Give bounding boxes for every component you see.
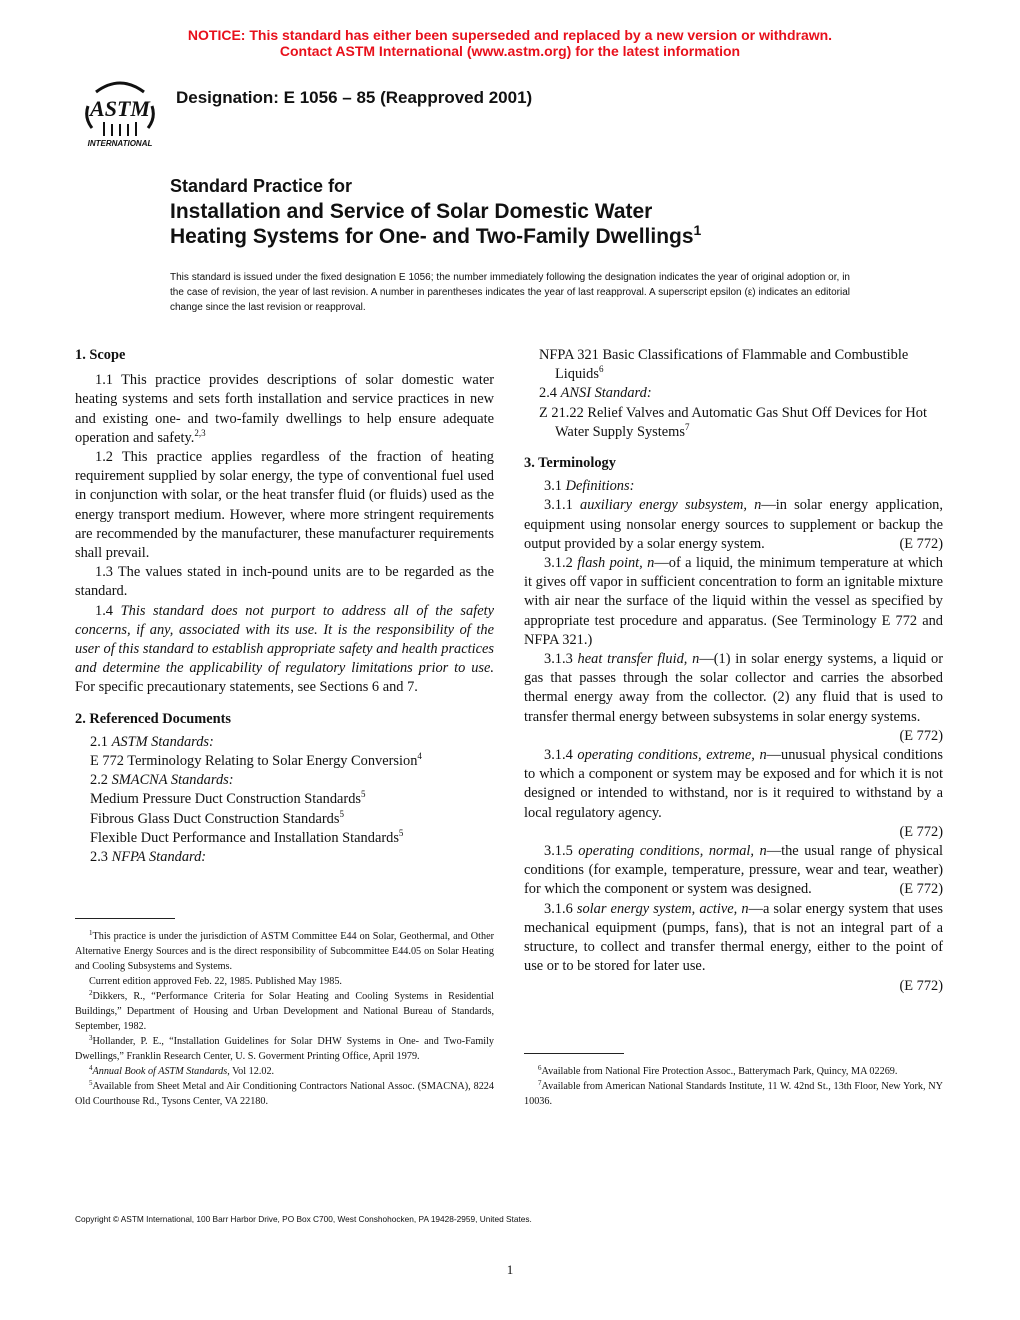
ref-flexible-text: Flexible Duct Performance and Installation Standards: [90, 829, 399, 846]
right-column: [524, 346, 943, 996]
def-3-1-3: [524, 650, 943, 744]
def-3-1-2-text: —of a liquid, the minimum temperature at which it gives off vapor in sufficient concentration to form an ignitable mixture with air near the surface of the liquid within the vessel as specified by appropriate test procedure and apparatus. (See Terminology E 772 and NFPA 321.): [524, 555, 943, 648]
logo-subtitle: INTERNATIONAL: [87, 139, 153, 148]
para-1-1-sup: 2,3: [194, 427, 206, 438]
ref-z2122: [524, 404, 943, 442]
def-3-1-5: [524, 842, 943, 900]
footnote-1b: Current edition approved Feb. 22, 1985. Published May 1985.: [89, 976, 342, 987]
title-line-3-text: Heating Systems for One- and Two-Family Dwellings: [170, 225, 694, 248]
def-3-1-6-num: 3.1.6: [544, 900, 573, 917]
def-3-1-4-term: operating conditions, extreme, n: [577, 747, 767, 764]
footnote-5-mark: 5: [89, 1079, 93, 1087]
ref-nfpa321-sup: 6: [598, 364, 604, 375]
para-1-1: [75, 371, 494, 448]
title-line-2: Installation and Service of Solar Domestic Water: [170, 200, 653, 223]
def-3-1: [524, 477, 943, 496]
astm-logo-icon: [78, 78, 162, 150]
footnotes-right: [524, 1064, 943, 1109]
def-3-1-4: [524, 746, 943, 823]
footnote-2: [75, 989, 494, 1034]
ref-flexible-sup: 5: [398, 827, 404, 838]
ref-flexible: [75, 829, 494, 848]
footnote-3-text: Hollander, P. E., “Installation Guidelines for Solar DHW Systems in One- and Two-Family Dwellings,” Franklin Research Center, U. S. Goverment Printing Office, April 1979.: [75, 1036, 494, 1062]
def-3-1-1-num: 3.1.1: [544, 497, 573, 514]
footnote-4-mark: 4: [89, 1064, 93, 1072]
ref-medium-text: Medium Pressure Duct Construction Standards: [90, 791, 361, 808]
ref-fibrous: [75, 810, 494, 829]
def-3-1-2: [524, 554, 943, 650]
page-number: 1: [506, 1262, 514, 1277]
ref-2-2: [75, 771, 494, 790]
ref-z2122-sup: 7: [684, 421, 690, 432]
title-footnote-mark: 1: [693, 222, 702, 238]
para-1-4: [75, 602, 494, 698]
footnote-4: [75, 1064, 494, 1079]
def-3-1-5-text: —the usual range of physical conditions (for example, temperature, pressure, wear and tear, weather) for which the component or system was designed.: [524, 843, 943, 898]
def-3-1-3-ref: (E 772): [899, 727, 943, 744]
def-3-1-num: 3.1: [544, 478, 562, 495]
ref-2-1-label: ASTM Standards:: [111, 733, 214, 750]
ref-2-4: [524, 384, 943, 403]
para-1-3: 1.3 The values stated in inch-pound units are to be regarded as the standard.: [75, 564, 494, 600]
copyright-line: Copyright © ASTM International, 100 Barr Harbor Drive, PO Box C700, West Conshohocken, PA 19428-2959, United States.: [75, 1214, 532, 1224]
footnote-6-text: Available from National Fire Protection Assoc., Batterymach Park, Quincy, MA 02269.: [541, 1066, 898, 1077]
notice-line-1: NOTICE: This standard has either been superseded and replaced by a new version or withdrawn.: [187, 27, 833, 43]
def-3-1-6: [524, 900, 943, 977]
ref-2-4-label: ANSI Standard:: [560, 385, 652, 402]
ref-nfpa321-text: NFPA 321 Basic Classifications of Flammable and Combustible Liquids: [539, 347, 909, 383]
ref-2-4-num: 2.4: [539, 385, 557, 402]
def-3-1-1-text: —in solar energy application, equipment using nonsolar energy sources to supplement or backup the output provided by a solar energy system.: [524, 497, 943, 552]
ref-medium: [75, 790, 494, 809]
para-1-4-num: 1.4: [95, 602, 113, 619]
def-3-1-3-num: 3.1.3: [544, 651, 573, 668]
section-2-heading: 2. Referenced Documents: [75, 710, 231, 727]
ref-2-3-num: 2.3: [90, 849, 108, 866]
def-3-1-6-term: solar energy system, active, n: [576, 900, 749, 917]
def-3-1-4-num: 3.1.4: [544, 747, 573, 764]
def-3-1-5-ref: (E 772): [899, 881, 943, 898]
def-3-1-6-ref: (E 772): [899, 977, 943, 994]
def-3-1-label: Definitions:: [565, 478, 635, 495]
def-3-1-1-ref: (E 772): [899, 535, 943, 552]
ref-z2122-text: Z 21.22 Relief Valves and Automatic Gas Shut Off Devices for Hot Water Supply Systems: [539, 404, 927, 440]
ref-e772-sup: 4: [417, 751, 422, 762]
title-line-1: Standard Practice for: [170, 176, 353, 196]
footnote-7-text: Available from American National Standards Institute, 11 W. 42nd St., 13th Floor, New York, NY 10036.: [524, 1081, 943, 1107]
para-1-1-text: 1.1 This practice provides descriptions of solar domestic water heating systems and sets forth installation and service practices in new and existing one- and two-family dwellings to help ensure adequate operation and safety.: [75, 372, 494, 446]
logo-text: ASTM: [90, 96, 150, 121]
footnote-2-mark: 2: [89, 989, 93, 997]
section-3-heading: 3. Terminology: [524, 455, 616, 472]
footnote-5: [75, 1079, 494, 1109]
footnote-3: [75, 1034, 494, 1064]
footnote-4-italic: Annual Book of ASTM Standards: [92, 1066, 228, 1077]
def-3-1-4-text: —unusual physical conditions to which a component or system may be exposed and for which it is not designed or intended to withstand, nor is it required to withstand by a local regulatory agency.: [524, 747, 943, 821]
footnote-2-text: Dikkers, R., “Performance Criteria for Solar Heating and Cooling Systems in Residential Buildings,” Department of Housing and Urban Development and National Bureau of Standards, September, 1982.: [75, 991, 494, 1032]
para-1-2: 1.2 This practice applies regardless of the fraction of heating requirement supplied by solar energy, the type of conventional fuel used in conjunction with solar, or the heat transfer fluid (or fluids) used as the energy transport medium. However, where more stringent requirements are recommended by the manufacturer, these manufacturer requirements shall prevail.: [75, 449, 494, 562]
ref-e772: [75, 752, 494, 771]
footnote-rule-right: [524, 1053, 624, 1054]
para-1-4-rest: For specific precautionary statements, see Sections 6 and 7.: [75, 679, 418, 696]
footnote-3-mark: 3: [89, 1034, 93, 1042]
ref-2-3-label: NFPA Standard:: [111, 849, 207, 866]
footnote-1-text: This practice is under the jurisdiction of ASTM Committee E44 on Solar, Geothermal, and Other Alternative Energy Sources and is the direct responsibility of Subcommittee E44.05 on Solar Heating and Cooling Subsystems and Systems.: [75, 931, 494, 972]
ref-2-1-num: 2.1: [90, 733, 108, 750]
left-column: [75, 346, 494, 867]
footnote-6-mark: 6: [538, 1064, 542, 1072]
footnote-rule-left: [75, 918, 175, 919]
def-3-1-3-term: heat transfer fluid, n: [577, 651, 700, 668]
astm-logo: [78, 78, 162, 150]
ref-e772-text: E 772 Terminology Relating to Solar Energy Conversion: [90, 753, 418, 770]
footnote-1: [75, 929, 494, 974]
footnote-6: [524, 1064, 943, 1079]
def-3-1-5-num: 3.1.5: [544, 843, 573, 860]
footnote-7: [524, 1079, 943, 1109]
ref-fibrous-text: Fibrous Glass Duct Construction Standards: [90, 810, 340, 827]
standard-intro-note: This standard is issued under the fixed designation E 1056; the number immediately following the designation indicates the year of original adoption or, in the case of revision, the year of last revision. A number in parentheses indicates the year of last reapproval. A superscript epsilon (ε) indicates an editorial change since the last revision or reapproval.: [170, 272, 850, 313]
def-3-1-4-ref: (E 772): [899, 823, 943, 840]
ref-2-1: [75, 733, 494, 752]
designation: Designation: E 1056 – 85 (Reapproved 2001): [176, 88, 533, 107]
def-3-1-1: [524, 496, 943, 554]
def-3-1-2-term: flash point, n: [577, 555, 655, 572]
footnotes-left: [75, 929, 494, 1109]
para-1-4-italic: This standard does not purport to address all of the safety concerns, if any, associated with its use. It is the responsibility of the user of this standard to establish appropriate safety and health practices and determine the applicability of regulatory limitations prior to use.: [75, 602, 494, 677]
footnote-1-mark: 1: [89, 929, 93, 937]
ref-medium-sup: 5: [361, 789, 366, 800]
def-3-1-3-text-b: (2) any fluid that is used to transfer thermal energy between subsystems in solar energy systems.: [524, 689, 943, 725]
footnote-5-text: Available from Sheet Metal and Air Conditioning Contractors National Assoc. (SMACNA), 8224 Old Courthouse Rd., Tysons Center, VA 22180.: [75, 1081, 494, 1107]
document-title: [170, 174, 870, 249]
ref-2-2-label: SMACNA Standards:: [111, 772, 234, 789]
section-1-heading: 1. Scope: [75, 347, 126, 363]
ref-nfpa321: [524, 346, 943, 384]
notice-line-2: Contact ASTM International (www.astm.org) for the latest information: [279, 43, 741, 59]
def-3-1-6-text: —a solar energy system that uses mechanical equipment (pumps, fans), that is not an integral part of a structure, to collect and transfer thermal energy, either to the point of use or to be stored for later use.: [524, 900, 943, 975]
ref-fibrous-sup: 5: [339, 808, 344, 819]
title-line-3: [170, 224, 870, 249]
ref-2-2-num: 2.2: [90, 772, 108, 789]
footnote-4-rest: , Vol 12.02.: [227, 1066, 275, 1077]
def-3-1-2-num: 3.1.2: [544, 555, 573, 572]
def-3-1-3-text-a: —(1) in solar energy systems, a liquid or gas that passes through the solar collector and carries the absorbed thermal energy away from the collector.: [524, 651, 943, 706]
def-3-1-5-term: operating conditions, normal, n: [578, 843, 767, 860]
def-3-1-1-term: auxiliary energy subsystem, n: [580, 497, 762, 514]
ref-2-3: [75, 848, 494, 867]
withdrawal-notice: [0, 27, 1020, 59]
footnote-7-mark: 7: [538, 1079, 542, 1087]
